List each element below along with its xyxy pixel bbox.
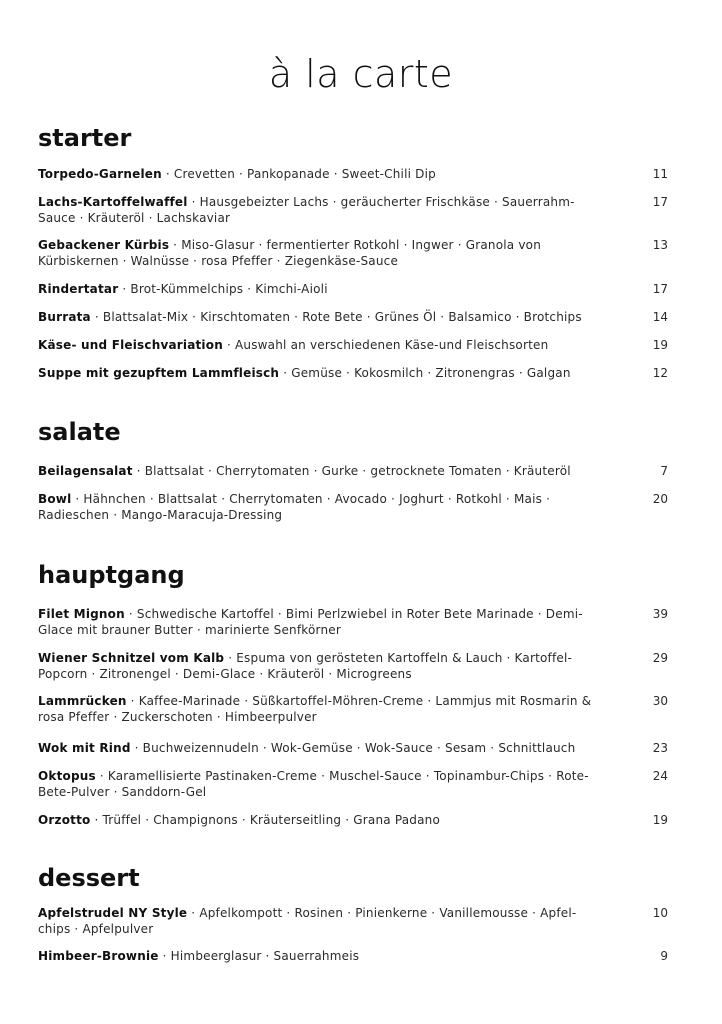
item-description: · Espuma von gerösteten Kartoffeln & Lauch · Kartoffel-Popcorn · Zitronengel · Demi-Glace · Kräuteröl · Microgreens [38, 651, 573, 681]
item-description: · Crevetten · Pankopanade · Sweet-Chili Dip [161, 167, 436, 181]
item-description: · Schwedische Kartoffel · Bimi Perlzwiebel in Roter Bete Marinade · Demi-Glace mit brauner Butter · marinierte Senfkörner [38, 607, 583, 637]
section-salate [38, 416, 672, 522]
menu-item [38, 948, 672, 964]
item-name: Suppe mit gezupftem Lammfleisch [38, 366, 280, 380]
menu-item [38, 194, 672, 226]
item-name: Himbeer-Brownie [38, 949, 159, 963]
item-name: Apfelstrudel NY Style [38, 906, 188, 920]
item-description: · Hähnchen · Blattsalat · Cherrytomaten · Avocado · Joghurt · Rotkohl · Mais · Radieschen · Mango-Maracuja-Dressing [38, 492, 551, 522]
item-description: · Karamellisierte Pastinaken-Creme · Muschel-Sauce · Topinambur-Chips · Rote-Bete-Pulver · Sanddorn-Gel [38, 769, 589, 799]
item-name: Orzotto [38, 813, 91, 827]
item-description: · Apfelkompott · Rosinen · Pinienkerne · Vanillemousse · Apfel-chips · Apfelpulver [38, 906, 577, 936]
item-price: 24 [652, 769, 668, 783]
item-description: · Brot-Kümmelchips · Kimchi-Aioli [118, 282, 328, 296]
menu-item [38, 309, 672, 325]
item-description: · Gemüse · Kokosmilch · Zitronengras · Galgan [279, 366, 571, 380]
item-price: 14 [652, 310, 668, 324]
menu-item [38, 463, 672, 479]
item-name: Wiener Schnitzel vom Kalb [38, 651, 225, 665]
item-description: · Miso-Glasur · fermentierter Rotkohl · Ingwer · Granola von Kürbiskernen · Walnüsse · rosa Pfeffer · Ziegenkäse-Sauce [38, 238, 542, 268]
item-price: 17 [652, 282, 668, 296]
item-name: Wok mit Rind [38, 741, 131, 755]
item-description: · Trüffel · Champignons · Kräuterseitling · Grana Padano [90, 813, 440, 827]
page-title: à la carte [268, 52, 454, 96]
item-price: 30 [652, 694, 668, 708]
item-name: Gebackener Kürbis [38, 238, 170, 252]
menu-item [38, 606, 672, 638]
item-name: Torpedo-Garnelen [38, 167, 162, 181]
menu-item [38, 650, 672, 682]
menu-item [38, 693, 672, 725]
item-name: Beilagensalat [38, 464, 133, 478]
menu-item [38, 166, 672, 182]
item-price: 9 [660, 949, 668, 963]
item-price: 10 [652, 906, 668, 920]
item-name: Rindertatar [38, 282, 119, 296]
section-title: dessert [38, 864, 140, 892]
section-starter [38, 122, 672, 380]
menu-item [38, 740, 672, 756]
menu-item [38, 768, 672, 800]
menu-item [38, 337, 672, 353]
item-name: Lammrücken [38, 694, 127, 708]
menu-item [38, 365, 672, 381]
section-title: salate [38, 418, 121, 446]
section-dessert [38, 862, 672, 963]
item-description: · Buchweizennudeln · Wok-Gemüse · Wok-Sauce · Sesam · Schnittlauch [130, 741, 576, 755]
item-price: 29 [652, 651, 668, 665]
item-description: · Blattsalat-Mix · Kirschtomaten · Rote Bete · Grünes Öl · Balsamico · Brotchips [90, 310, 582, 324]
item-name: Lachs-Kartoffelwaffel [38, 195, 188, 209]
item-description: · Auswahl an verschiedenen Käse-und Fleischsorten [222, 338, 549, 352]
item-price: 11 [652, 167, 668, 181]
item-description: · Blattsalat · Cherrytomaten · Gurke · getrocknete Tomaten · Kräuteröl [132, 464, 571, 478]
item-price: 13 [652, 238, 668, 252]
item-price: 39 [652, 607, 668, 621]
item-price: 17 [652, 195, 668, 209]
item-description: · Kaffee-Marinade · Süßkartoffel-Möhren-Creme · Lammjus mit Rosmarin & rosa Pfeffer · Zuckerschoten · Himbeerpulver [38, 694, 592, 724]
menu-item [38, 905, 672, 937]
item-price: 19 [652, 338, 668, 352]
menu-item [38, 812, 672, 828]
item-price: 12 [652, 366, 668, 380]
section-title: hauptgang [38, 561, 185, 589]
menu-item [38, 237, 672, 269]
item-name: Bowl [38, 492, 72, 506]
item-name: Burrata [38, 310, 91, 324]
item-price: 23 [652, 741, 668, 755]
item-description: · Hausgebeizter Lachs · geräucherter Frischkäse · Sauerrahm-Sauce · Kräuteröl · Lachskaviar [38, 195, 575, 225]
item-name: Käse- und Fleischvariation [38, 338, 223, 352]
menu-item [38, 491, 672, 523]
section-hauptgang [38, 559, 672, 827]
section-title: starter [38, 124, 132, 152]
item-price: 7 [660, 464, 668, 478]
menu-item [38, 281, 672, 297]
item-name: Filet Mignon [38, 607, 125, 621]
item-price: 19 [652, 813, 668, 827]
item-description: · Himbeerglasur · Sauerrahmeis [158, 949, 360, 963]
item-name: Oktopus [38, 769, 96, 783]
item-price: 20 [652, 492, 668, 506]
